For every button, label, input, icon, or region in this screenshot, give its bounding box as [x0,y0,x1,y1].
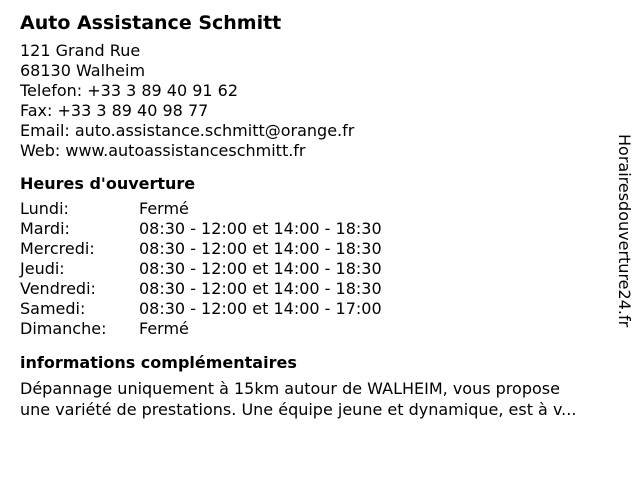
description-line: Dépannage uniquement à 15km autour de WALHEIM, vous propose [20,379,560,398]
description-line: une variété de prestations. Une équipe jeune et dynamique, est à v... [20,400,577,419]
time-value: 08:30 - 12:00 et 14:00 - 18:30 [139,219,382,238]
additional-info-heading: informations complémentaires [20,353,297,372]
day-label: Samedi: [20,299,86,318]
hours-row-monday [20,199,610,219]
opening-hours-table [20,199,610,339]
day-label: Mardi: [20,219,70,238]
opening-hours-heading: Heures d'ouverture [20,174,196,193]
hours-row-sunday [20,319,610,339]
business-card [20,10,610,420]
address-city: 68130 Walheim [20,61,146,80]
time-value: 08:30 - 12:00 et 14:00 - 17:00 [139,299,382,318]
time-value: Fermé [139,319,189,338]
day-label: Dimanche: [20,319,107,338]
additional-info-text [20,378,610,420]
phone-number: Telefon: +33 3 89 40 91 62 [20,81,239,100]
day-label: Lundi: [20,199,69,218]
day-label: Mercredi: [20,239,95,258]
website-address: Web: www.autoassistanceschmitt.fr [20,141,306,160]
email-address: Email: auto.assistance.schmitt@orange.fr [20,121,355,140]
day-label: Jeudi: [20,259,65,278]
time-value: 08:30 - 12:00 et 14:00 - 18:30 [139,279,382,298]
contact-block [20,41,610,161]
day-label: Vendredi: [20,279,96,298]
time-value: Fermé [139,199,189,218]
hours-row-tuesday [20,219,610,239]
address-street: 121 Grand Rue [20,41,141,60]
hours-row-wednesday [20,239,610,259]
business-name: Auto Assistance Schmitt [20,12,282,34]
hours-row-friday [20,279,610,299]
fax-number: Fax: +33 3 89 40 98 77 [20,101,209,120]
time-value: 08:30 - 12:00 et 14:00 - 18:30 [139,239,382,258]
site-watermark: Horairesdouverture24.fr [615,134,634,328]
hours-row-thursday [20,259,610,279]
hours-row-saturday [20,299,610,319]
time-value: 08:30 - 12:00 et 14:00 - 18:30 [139,259,382,278]
